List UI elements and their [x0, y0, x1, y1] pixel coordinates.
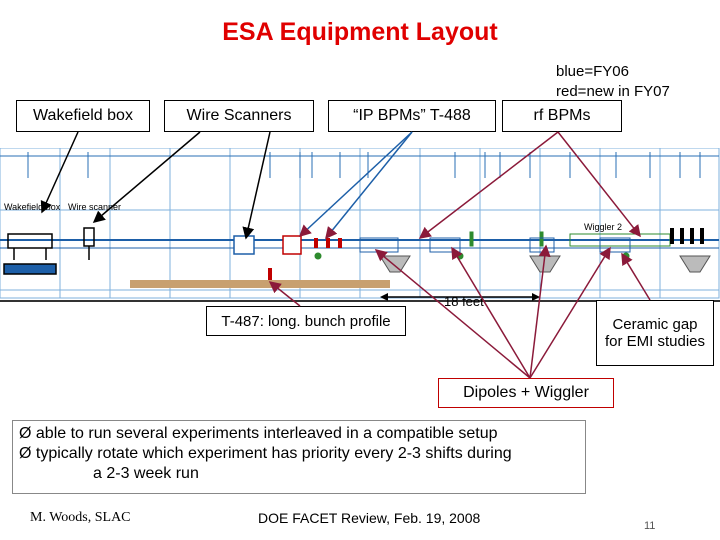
- bullet-2-cont: a 2-3 week run: [93, 465, 199, 482]
- label-wakefield-box: Wakefield box: [4, 202, 61, 212]
- label-wiggler: Wiggler 2: [584, 222, 623, 232]
- dimension-label: 18 feet: [444, 294, 484, 309]
- callout-t487: T-487: long. bunch profile: [206, 306, 406, 336]
- callout-wire-scanners: Wire Scanners: [164, 100, 314, 132]
- bullet-2: Ø typically rotate which experiment has priority every 2-3 shifts during: [19, 445, 512, 462]
- ceramic-line-1: Ceramic gap: [612, 316, 698, 333]
- callout-dipoles: Dipoles + Wiggler: [438, 378, 614, 408]
- bullet-list: [12, 420, 586, 494]
- footer-author: M. Woods, SLAC: [30, 510, 131, 525]
- ceramic-line-2: for EMI studies: [604, 333, 706, 350]
- footer-conference: DOE FACET Review, Feb. 19, 2008: [258, 510, 481, 526]
- slide-title: ESA Equipment Layout: [222, 18, 498, 46]
- callout-wakefield-box: Wakefield box: [16, 100, 150, 132]
- page-number: 11: [644, 520, 656, 532]
- bullet-1: Ø able to run several experiments interleaved in a compatible setup: [19, 425, 498, 442]
- legend-red: red=new in FY07: [556, 83, 670, 100]
- legend-blue: blue=FY06: [556, 63, 629, 80]
- callout-rf-bpms: rf BPMs: [502, 100, 622, 132]
- label-wire-scanner: Wire scanner: [68, 202, 122, 212]
- callout-ip-bpms: “IP BPMs” T-488: [328, 100, 496, 132]
